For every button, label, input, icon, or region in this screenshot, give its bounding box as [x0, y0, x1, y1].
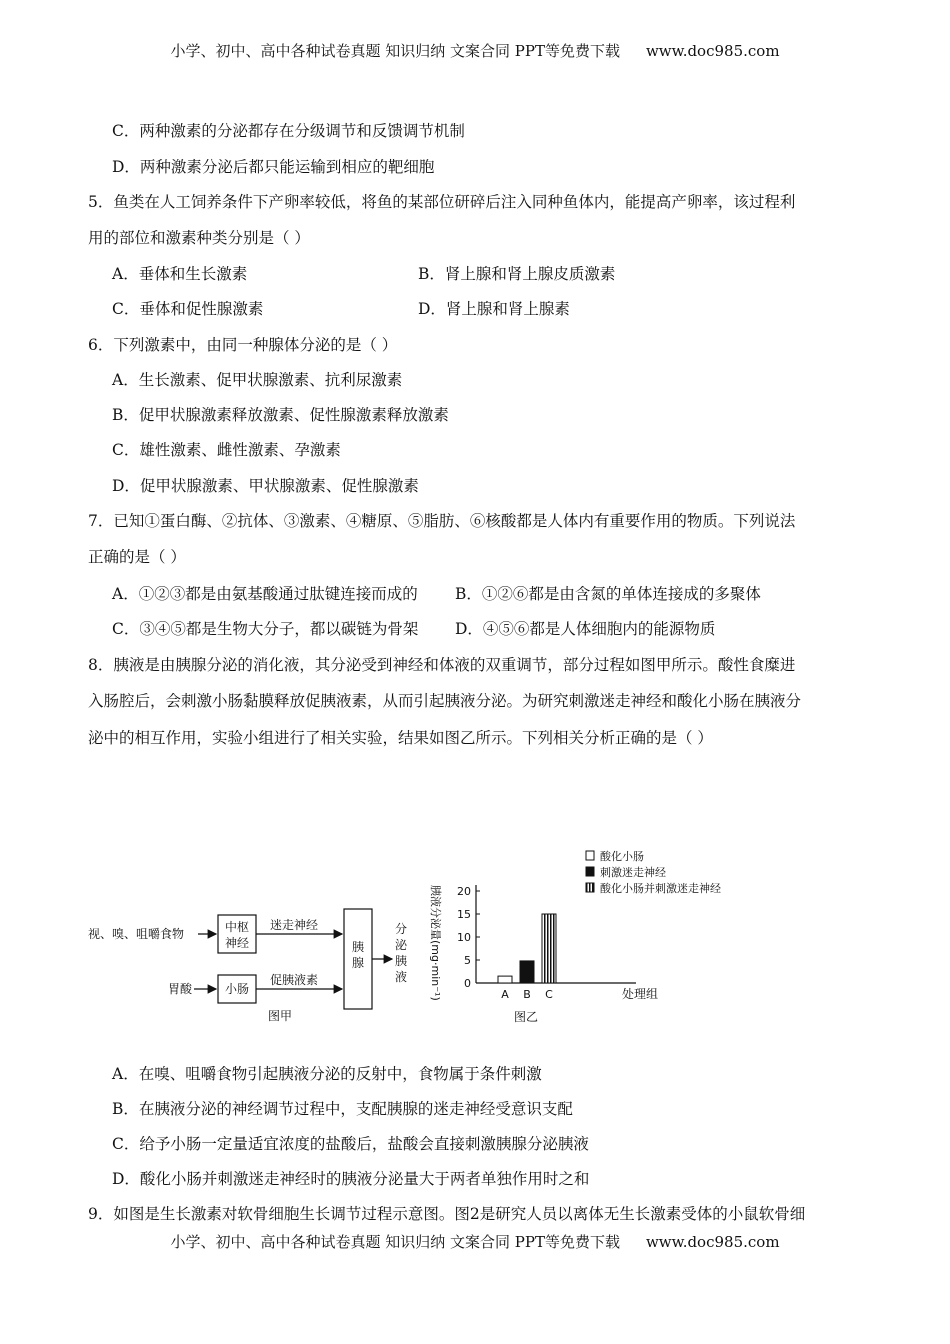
q9-stem-line1: 9．如图是生长激素对软骨细胞生长调节过程示意图。图2是研究人员以离体无生长激素受体的小鼠软骨细: [88, 1205, 806, 1223]
q5-stem-line2: 用的部位和激素种类分别是（ ）: [88, 229, 310, 247]
q7-option-a: A．①②③都是由氨基酸通过肽键连接而成的: [112, 585, 418, 603]
svg-text:分: 分: [394, 922, 408, 936]
svg-text:液: 液: [394, 970, 408, 984]
bar-B: [520, 961, 534, 983]
legend-label: 刺激迷走神经: [600, 866, 666, 879]
y-tick-label: 20: [457, 885, 471, 898]
y-tick-label: 5: [464, 954, 471, 967]
q5-option-a: A．垂体和生长激素: [112, 265, 248, 283]
figure-yi-chart: [418, 845, 778, 1025]
q5-option-b: B．肾上腺和肾上腺皮质激素: [418, 265, 616, 283]
q7-stem-line2: 正确的是（ ）: [88, 548, 186, 566]
chart-ylabel: 胰液分泌量(mg·min⁻¹): [429, 885, 442, 1001]
q8-stem-line3: 泌中的相互作用，实验小组进行了相关实验，结果如图乙所示。下列相关分析正确的是（ ）: [88, 729, 713, 747]
bar-C: [542, 914, 556, 983]
svg-text:胰: 胰: [394, 954, 408, 968]
page-header: [0, 40, 950, 61]
footer-site: www.doc985.com: [645, 1233, 780, 1251]
q7-stem-line1: 7．已知①蛋白酶、②抗体、③激素、④糖原、⑤脂肪、⑥核酸都是人体内有重要作用的物质。下列说法: [88, 512, 796, 530]
legend-label: 酸化小肠并刺激迷走神经: [600, 882, 721, 895]
q8-stem-line2: 入肠腔后，会刺激小肠黏膜释放促胰液素，从而引起胰液分泌。为研究刺激迷走神经和酸化小肠在胰液分: [88, 692, 802, 710]
figure-jia-diagram: [80, 895, 460, 1025]
q5-option-d: D．肾上腺和肾上腺素: [418, 300, 570, 318]
box-pancreas-label-2: 腺: [351, 956, 365, 970]
q6-option-b: B．促甲状腺激素释放激素、促性腺激素释放激素: [112, 406, 449, 424]
bar-A: [498, 976, 512, 983]
secretin-label: 促胰液素: [270, 973, 319, 987]
q4-option-d: D．两种激素分泌后都只能运输到相应的靶细胞: [112, 158, 435, 176]
q6-option-d: D．促甲状腺激素、甲状腺激素、促性腺激素: [112, 477, 419, 495]
header-site: www.doc985.com: [645, 42, 780, 60]
q6-option-c: C．雄性激素、雌性激素、孕激素: [112, 441, 341, 459]
q8-option-c: C．给予小肠一定量适宜浓度的盐酸后，盐酸会直接刺激胰腺分泌胰液: [112, 1135, 589, 1153]
box-cns-label-2: 神经: [224, 936, 250, 950]
header-text: 小学、初中、高中各种试卷真题 知识归纳 文案合同 PPT等免费下载: [170, 42, 620, 60]
figure-jia-caption: 图甲: [267, 1009, 293, 1023]
box-intestine-label: 小肠: [224, 982, 250, 996]
q6-stem: 6．下列激素中，由同一种腺体分泌的是（ ）: [88, 336, 398, 354]
legend-label: 酸化小肠: [600, 850, 644, 863]
legend-swatch: [586, 851, 594, 860]
x-tick-label: B: [523, 988, 531, 1001]
chart-xlabel: 处理组: [622, 987, 659, 1001]
stimulus-acid-label: 胃酸: [168, 982, 193, 996]
page-footer: [0, 1231, 950, 1252]
q5-stem-line1: 5．鱼类在人工饲养条件下产卵率较低，将鱼的某部位研碎后注入同种鱼体内，能提高产卵率，该过程利: [88, 193, 796, 211]
q8-option-a: A．在嗅、咀嚼食物引起胰液分泌的反射中，食物属于条件刺激: [112, 1065, 542, 1083]
vagus-label: 迷走神经: [270, 918, 319, 932]
q8-stem-line1: 8．胰液是由胰腺分泌的消化液，其分泌受到神经和体液的双重调节，部分过程如图甲所示。酸性食糜进: [88, 656, 796, 674]
x-tick-label: C: [545, 988, 553, 1001]
y-tick-label: 15: [457, 908, 471, 921]
y-tick-label: 0: [464, 977, 471, 990]
q8-option-b: B．在胰液分泌的神经调节过程中，支配胰腺的迷走神经受意识支配: [112, 1100, 573, 1118]
figure-yi-caption: 图乙: [513, 1010, 539, 1024]
box-cns-label-1: 中枢: [224, 920, 250, 934]
footer-text: 小学、初中、高中各种试卷真题 知识归纳 文案合同 PPT等免费下载: [170, 1233, 620, 1251]
legend-swatch: [586, 867, 594, 876]
x-tick-label: A: [501, 988, 509, 1001]
q7-option-c: C．③④⑤都是生物大分子，都以碳链为骨架: [112, 620, 419, 638]
y-tick-label: 10: [457, 931, 471, 944]
stimulus-food-label: 视、嗅、咀嚼食物: [88, 927, 185, 941]
q5-option-c: C．垂体和促性腺激素: [112, 300, 264, 318]
legend-swatch: [586, 883, 594, 892]
q4-option-c: C．两种激素的分泌都存在分级调节和反馈调节机制: [112, 122, 465, 140]
svg-text:泌: 泌: [394, 938, 408, 952]
q6-option-a: A．生长激素、促甲状腺激素、抗利尿激素: [112, 371, 403, 389]
q7-option-d: D．④⑤⑥都是人体细胞内的能源物质: [455, 620, 716, 638]
q7-option-b: B．①②⑥都是由含氮的单体连接成的多聚体: [455, 585, 761, 603]
box-pancreas-label-1: 胰: [351, 940, 365, 954]
q8-option-d: D．酸化小肠并刺激迷走神经时的胰液分泌量大于两者单独作用时之和: [112, 1170, 590, 1188]
